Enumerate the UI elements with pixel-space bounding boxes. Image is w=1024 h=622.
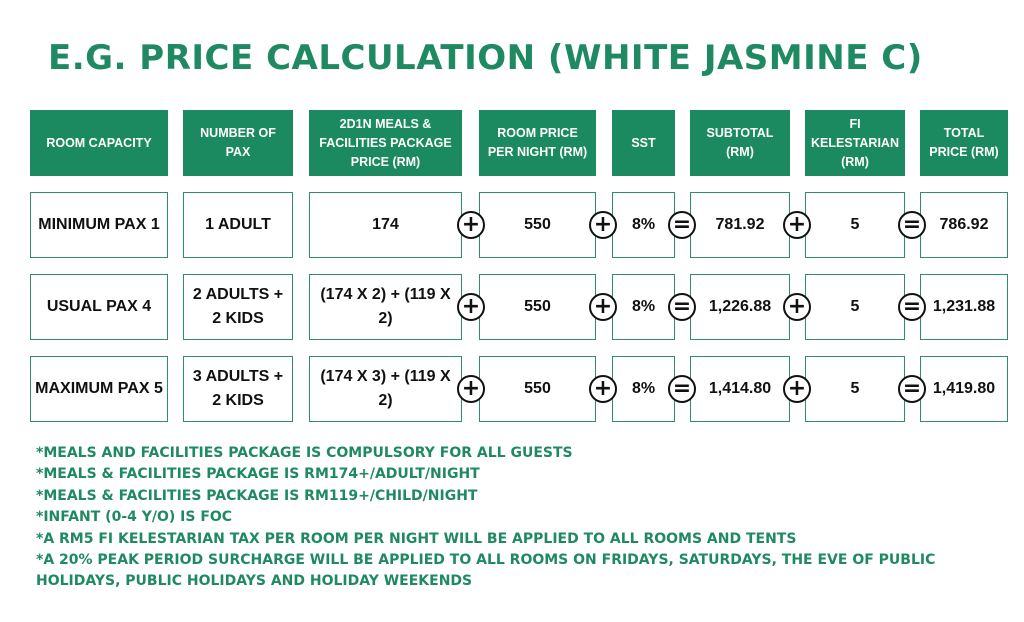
equals-icon: = [898, 375, 926, 403]
plus-icon: + [589, 293, 617, 321]
row-3-capacity: MAXIMUM PAX 5 [30, 356, 168, 422]
row-3-total: 1,419.80 [920, 356, 1008, 422]
note-item: *A 20% PEAK PERIOD SURCHARGE WILL BE APPLIED TO ALL ROOMS ON FRIDAYS, SATURDAYS, THE EVE OF PUBLIC HOLIDAYS, PUBLIC HOLIDAYS AND HOLIDAY WEEKENDS [36, 552, 936, 590]
equals-icon: = [668, 293, 696, 321]
row-3-subtotal: 1,414.80 [690, 356, 790, 422]
row-2-fi: 5 [805, 274, 905, 340]
plus-icon: + [589, 211, 617, 239]
row-1-subtotal: 781.92 [690, 192, 790, 258]
header-room-capacity: ROOM CAPACITY [30, 110, 168, 176]
plus-icon: + [783, 293, 811, 321]
notes-list [36, 443, 1006, 593]
row-2-subtotal: 1,226.88 [690, 274, 790, 340]
plus-icon: + [589, 375, 617, 403]
equals-icon: = [898, 293, 926, 321]
page-title: E.G. PRICE CALCULATION (WHITE JASMINE C) [48, 38, 923, 78]
header-subtotal: SUBTOTAL (RM) [690, 110, 790, 176]
row-1-room-price: 550 [479, 192, 596, 258]
plus-icon: + [457, 293, 485, 321]
header-room-price: ROOM PRICE PER NIGHT (RM) [479, 110, 596, 176]
row-3-fi: 5 [805, 356, 905, 422]
row-2-room-price: 550 [479, 274, 596, 340]
plus-icon: + [457, 375, 485, 403]
row-3-sst: 8% [612, 356, 675, 422]
note-item: *A RM5 FI KELESTARIAN TAX PER ROOM PER NIGHT WILL BE APPLIED TO ALL ROOMS AND TENTS [36, 530, 797, 547]
note-item: *INFANT (0-4 Y/O) IS FOC [36, 509, 233, 526]
row-2-pax: 2 ADULTS + 2 KIDS [183, 274, 293, 340]
header-total-price: TOTAL PRICE (RM) [920, 110, 1008, 176]
note-item: *MEALS AND FACILITIES PACKAGE IS COMPULSORY FOR ALL GUESTS [36, 445, 573, 461]
row-2-package: (174 X 2) + (119 X 2) [309, 274, 462, 340]
equals-icon: = [898, 211, 926, 239]
row-1-package: 174 [309, 192, 462, 258]
row-1-fi: 5 [805, 192, 905, 258]
row-2-capacity: USUAL PAX 4 [30, 274, 168, 340]
row-2-total: 1,231.88 [920, 274, 1008, 340]
plus-icon: + [783, 211, 811, 239]
header-number-of-pax: NUMBER OF PAX [183, 110, 293, 176]
plus-icon: + [457, 211, 485, 239]
row-2-sst: 8% [612, 274, 675, 340]
header-fi-kelestarian: FI KELESTARIAN (RM) [805, 110, 905, 176]
plus-icon: + [783, 375, 811, 403]
row-1-sst: 8% [612, 192, 675, 258]
note-item: *MEALS & FACILITIES PACKAGE IS RM119+/CHILD/NIGHT [36, 487, 478, 504]
note-item: *MEALS & FACILITIES PACKAGE IS RM174+/ADULT/NIGHT [36, 466, 480, 483]
row-1-capacity: MINIMUM PAX 1 [30, 192, 168, 258]
row-1-pax: 1 ADULT [183, 192, 293, 258]
row-3-pax: 3 ADULTS + 2 KIDS [183, 356, 293, 422]
header-sst: SST [612, 110, 675, 176]
equals-icon: = [668, 375, 696, 403]
row-3-package: (174 X 3) + (119 X 2) [309, 356, 462, 422]
row-1-total: 786.92 [920, 192, 1008, 258]
row-3-room-price: 550 [479, 356, 596, 422]
equals-icon: = [668, 211, 696, 239]
header-package-price: 2D1N MEALS & FACILITIES PACKAGE PRICE (RM) [309, 110, 462, 176]
